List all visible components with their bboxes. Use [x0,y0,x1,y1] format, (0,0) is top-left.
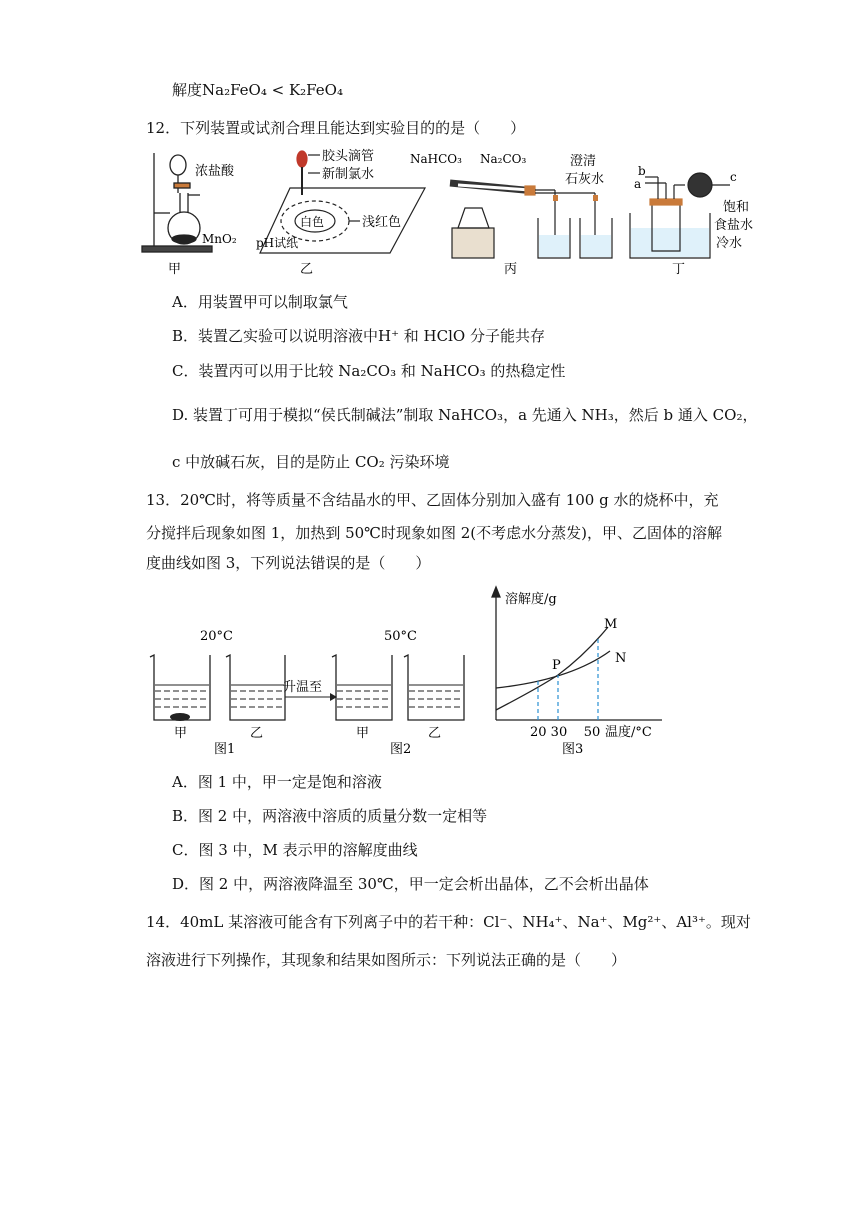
q12-option-c: C．装置丙可以用于比较 Na₂CO₃ 和 NaHCO₃ 的热稳定性 [172,362,566,380]
label-limewater-2: 石灰水 [565,172,605,187]
label-a: a [634,177,642,191]
beaker-jia-2: 甲 [356,726,370,741]
fig2-label: 图2 [390,742,412,757]
q11-tail: 解度Na₂FeO₄ < K₂FeO₄ [172,81,343,99]
label-brine: 食盐水 [714,218,754,233]
label-mno2: MnO₂ [202,232,237,246]
q13-stem-1: 13．20℃时，将等质量不含结晶水的甲、乙固体分别加入盛有 100 g 水的烧杯中，充 [146,491,719,509]
label-c: c [730,170,737,184]
temp-20: 20°C [200,629,233,644]
point-p-label: P [552,658,561,673]
curve-n-label: N [615,651,627,666]
label-na2co3: Na₂CO₃ [480,152,527,166]
heat-label: 升温至 [283,680,323,695]
q12-option-a: A．用装置甲可以制取氯气 [172,293,348,311]
label-cold-water: 冷水 [716,236,743,251]
q12-option-d-line1: D. 装置丁可用于模拟“侯氏制碱法”制取 NaHCO₃，a 先通入 NH₃，然后 b 通入 CO₂， [172,406,758,424]
apparatus-ding [630,173,730,258]
label-b: b [638,164,646,178]
label-ding: 丁 [672,262,686,277]
label-ph-paper: pH试纸 [256,236,299,250]
beaker-yi-2: 乙 [428,726,442,741]
apparatus-bing [450,183,612,258]
q13-option-c: C．图 3 中，M 表示甲的溶解度曲线 [172,841,418,859]
y-axis-label: 溶解度/g [505,592,557,607]
label-jia: 甲 [168,262,182,277]
q12-stem: 12．下列装置或试剂合理且能达到实验目的的是（ ） [146,119,526,137]
label-nahco3: NaHCO₃ [410,152,462,166]
label-dropper: 胶头滴管 [322,149,375,164]
temp-50: 50°C [384,629,417,644]
q13-figure [140,585,680,760]
label-saturated: 饱和 [723,200,750,215]
label-yi: 乙 [300,262,314,277]
x-ticks: 20 30 50 [530,725,601,740]
q13-option-a: A．图 1 中，甲一定是饱和溶液 [172,773,382,791]
label-chlorine-water: 新制氯水 [322,167,375,182]
q13-option-b: B．图 2 中，两溶液中溶质的质量分数一定相等 [172,807,488,825]
label-pink: 浅红色 [362,215,402,230]
q14-stem-2: 溶液进行下列操作，其现象和结果如图所示：下列说法正确的是（ ） [146,951,627,969]
q13-option-d: D．图 2 中，两溶液降温至 30℃，甲一定会析出晶体，乙不会析出晶体 [172,875,649,893]
q12-option-b: B．装置乙实验可以说明溶液中H⁺ 和 HClO 分子能共存 [172,327,545,345]
q12-apparatus-figure [140,143,780,278]
undissolved-solid [170,713,190,721]
q14-stem-1: 14．40mL 某溶液可能含有下列离子中的若干种：Cl⁻、NH₄⁺、Na⁺、Mg²⁺、Al³⁺。现对 [146,913,751,931]
q13-stem-3: 度曲线如图 3，下列说法错误的是（ ） [146,554,431,572]
label-limewater-1: 澄清 [570,154,597,169]
beaker-yi-1: 乙 [250,726,264,741]
label-concentrated-hcl: 浓盐酸 [195,164,235,179]
label-white: 白色 [300,215,325,229]
label-bing: 丙 [504,262,518,277]
q13-stem-2: 分搅拌后现象如图 1，加热到 50℃时现象如图 2(不考虑水分蒸发)，甲、乙固体的溶解 [146,524,722,542]
q12-option-d-line2: c 中放碱石灰，目的是防止 CO₂ 污染环境 [172,453,450,471]
curve-m-label: M [604,617,618,632]
fig1-label: 图1 [214,742,236,757]
fig3-label: 图3 [562,742,584,757]
x-axis-label: 温度/°C [605,725,652,740]
beaker-jia-1: 甲 [174,726,188,741]
